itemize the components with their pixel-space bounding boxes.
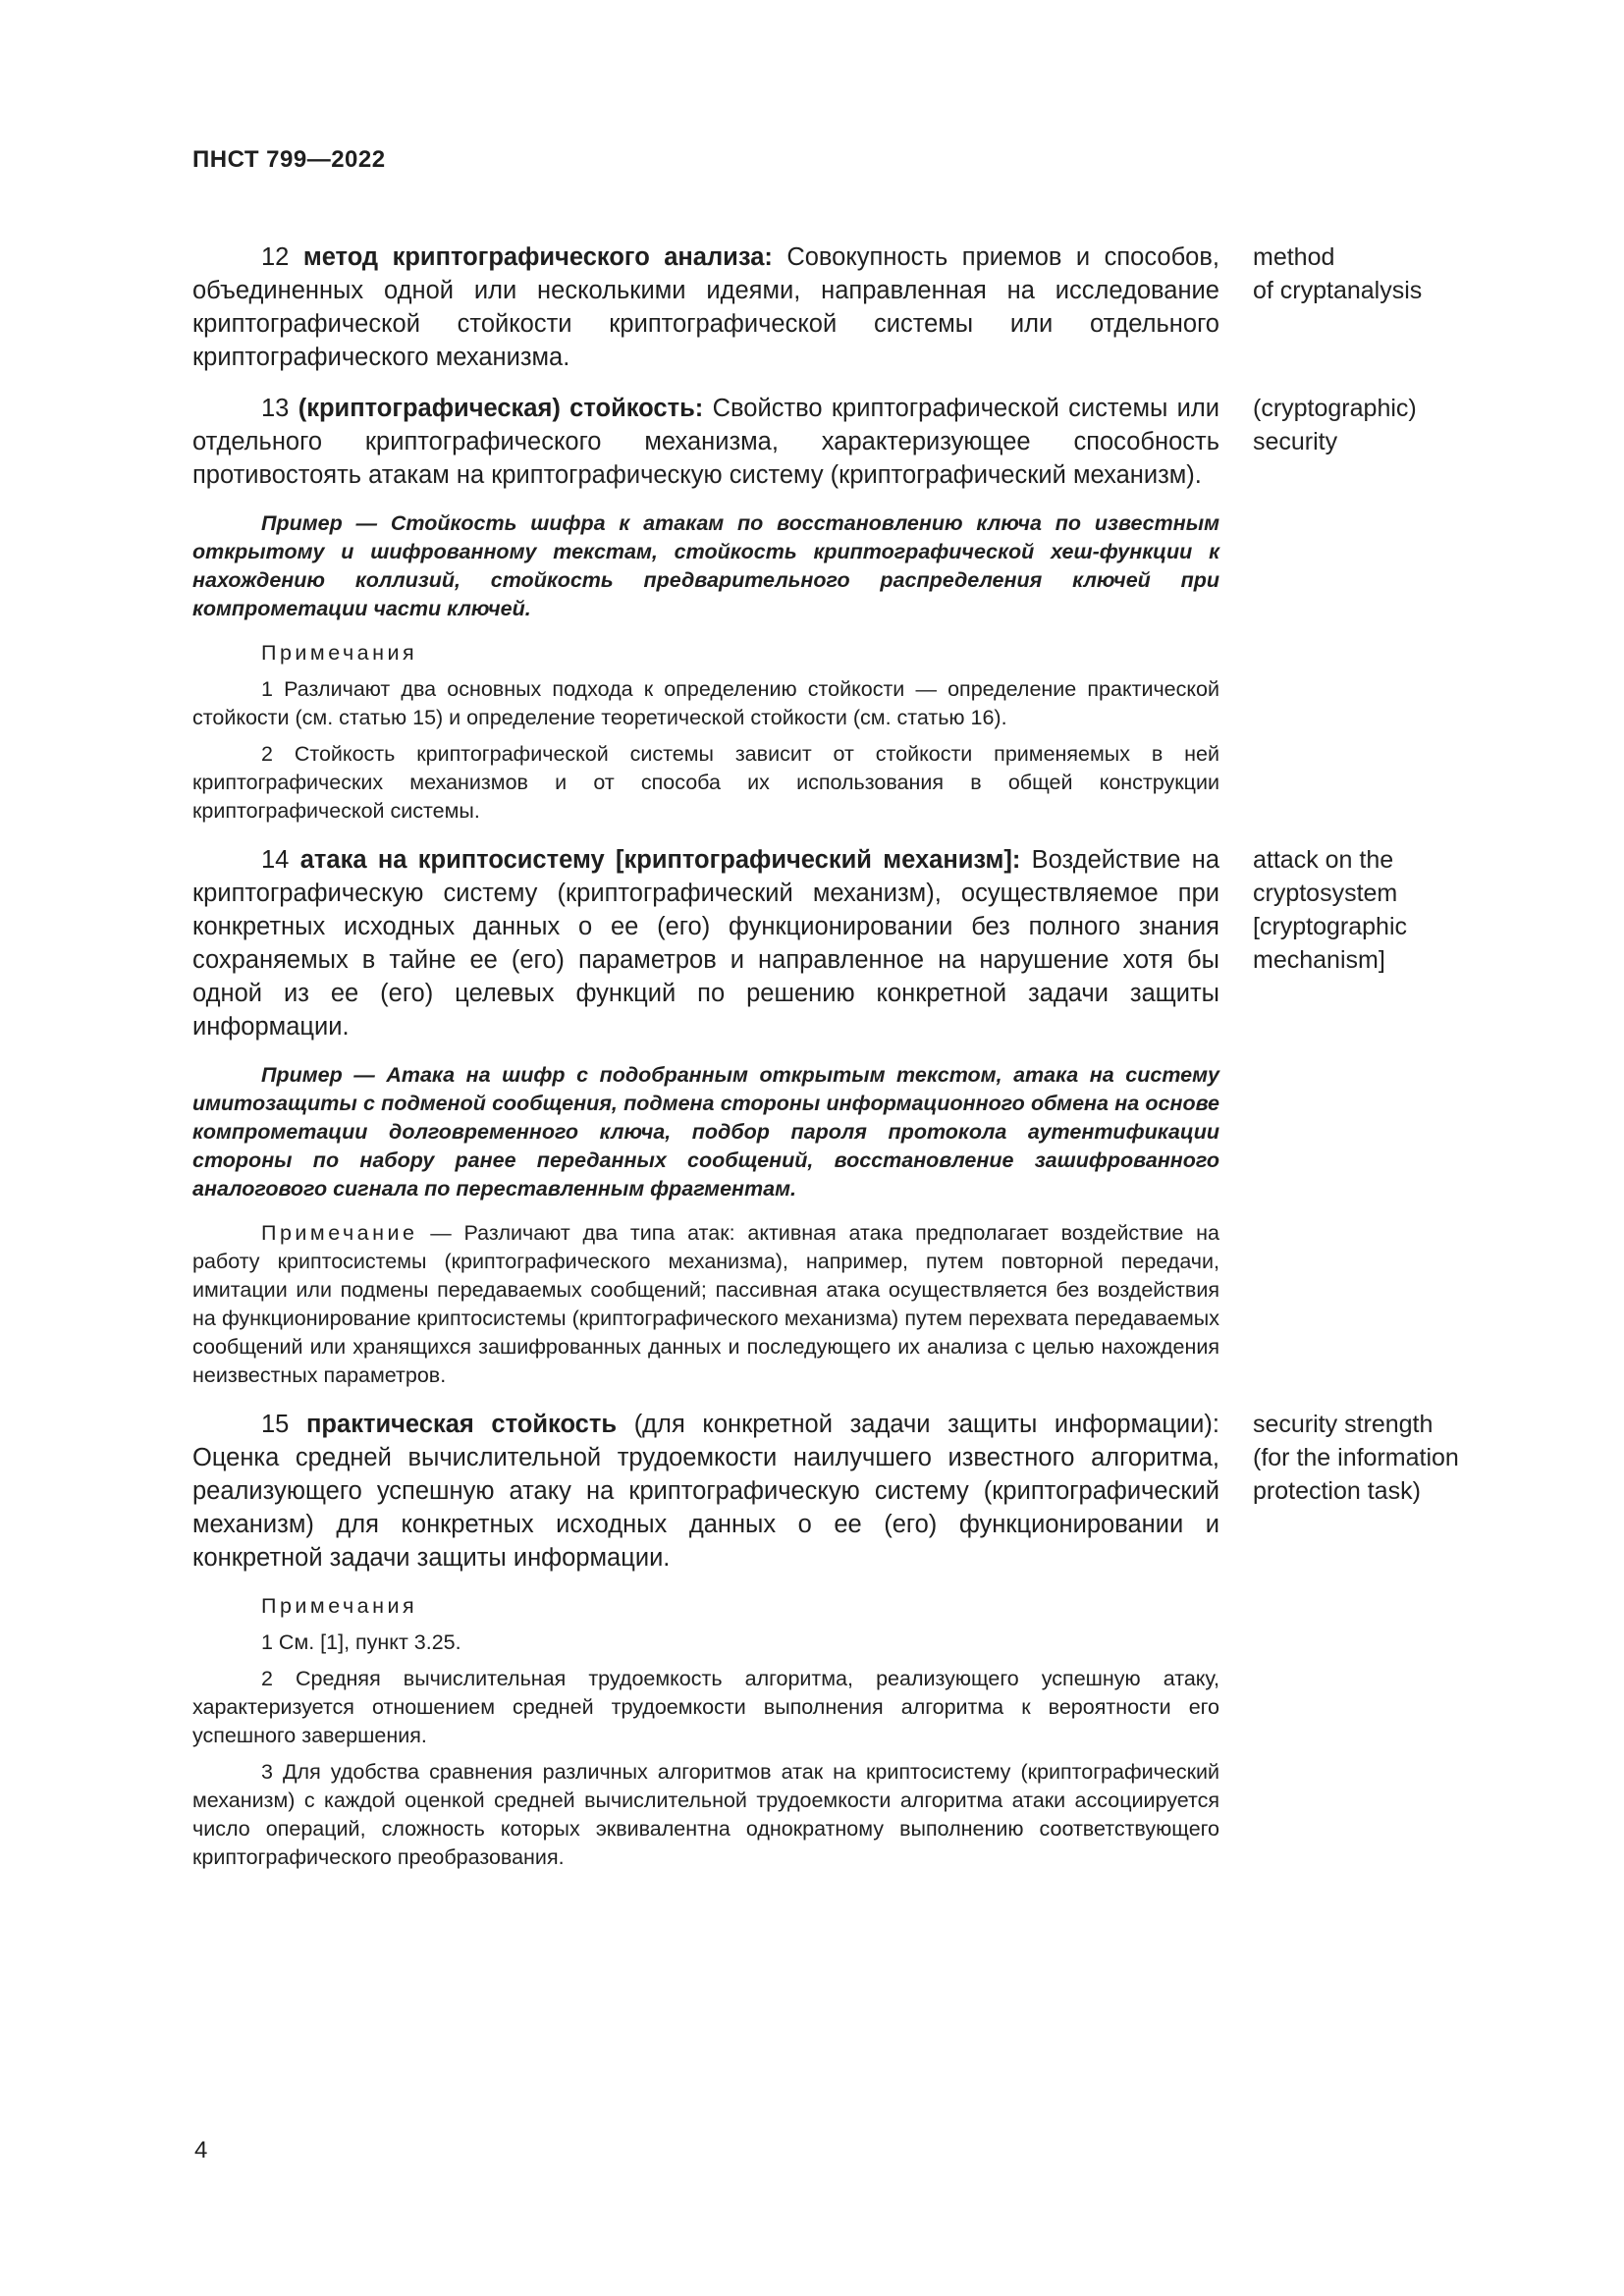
term-name: метод криптографического анализа: (302, 243, 773, 271)
term-number: 12 (261, 243, 290, 271)
term-entry-12 (192, 240, 1498, 392)
term-entry-14 (192, 843, 1498, 1408)
term-name: атака на криптосистему [криптографический механизм]: (299, 846, 1021, 874)
term-definition (192, 392, 1219, 492)
term-definition (192, 240, 1219, 374)
note-label: Примечание (261, 1221, 418, 1245)
term-example: Пример — Стойкость шифра к атакам по восстановлению ключа по известным открытому и шифрованному текстам, стойкость криптографической хеш-функции к нахождению коллизий, стойкость предварительного распределения ключей при компрометации части ключей. (192, 511, 1219, 620)
term-definition-text: Свойство криптографической системы или отдельного криптографического механизма, характеризующее способность противостоять атакам на криптографическую систему (криптографический механизм). (192, 395, 1219, 489)
terms-section (192, 240, 1498, 1880)
term-number: 14 (261, 846, 290, 874)
page-number: 4 (194, 2137, 208, 2163)
term-name: практическая стойкость (306, 1411, 618, 1438)
note-item: 1 Различают два основных подхода к определению стойкости — определение практической стойкости (см. статью 15) и определение теоретической стойкости (см. статью 16). (192, 677, 1219, 729)
note-item: 2 Стойкость криптографической системы зависит от стойкости применяемых в ней криптографических механизмов и от способа их использования в общей конструкции криптографической системы. (192, 742, 1219, 823)
term-qualifier: (для конкретной задачи защиты информации): (633, 1411, 1219, 1438)
term-definition-text: Воздействие на криптографическую систему (криптографический механизм), осуществляемое при конкретных исходных данных о ее (его) функционировании без полного знания сохраняемых в тайне ее (его) параметров и направленное на нарушение хотя бы одной из ее (его) целевых функций по решению конкретной задачи защиты информации. (192, 846, 1219, 1041)
english-equivalent: attack on the cryptosystem [cryptographic mechanism] (1253, 846, 1408, 974)
note-text: — Различают два типа атак: активная атака предполагает воздействие на работу криптосистемы (криптографического механизма), например, путем повторной передачи, имитации или подмены передаваемых сообщений; пассивная атака осуществляется без воздействия на функционирование криптосистемы (криптографического механизма) путем перехвата передаваемых сообщений или хранящихся зашифрованных данных и последующего их анализа с целью нахождения неизвестных параметров. (192, 1221, 1219, 1387)
note-item (192, 1219, 1219, 1390)
term-definition-text: Оценка средней вычислительной трудоемкости наилучшего известного алгоритма, реализующего успешную атаку на криптографическую систему (криптографический механизм) для конкретных исходных данных о ее (его) функционировании и конкретной задачи защиты информации. (192, 1444, 1219, 1572)
english-equivalent: security strength (for the information protection task) (1253, 1411, 1459, 1505)
english-equivalent: (cryptographic) security (1253, 395, 1417, 455)
term-number: 13 (261, 395, 290, 422)
term-definition (192, 1408, 1219, 1575)
note-item: 1 См. [1], пункт 3.25. (261, 1630, 461, 1654)
term-definition (192, 843, 1219, 1043)
notes-heading: Примечания (261, 641, 418, 665)
english-equivalent: method of cryptanalysis (1253, 243, 1423, 304)
note-item: 3 Для удобства сравнения различных алгоритмов атак на криптосистему (криптографический механизм) с каждой оценкой средней вычислительной трудоемкости алгоритма атаки ассоциируется число операций, сложность которых эквивалентна однократному выполнению соответствующего криптографического преобразования. (192, 1760, 1219, 1869)
term-example: Пример — Атака на шифр с подобранным открытым текстом, атака на систему имитозащиты с подменой сообщения, подмена стороны информационного обмена на основе компрометации долговременного ключа, подбор пароля протокола аутентификации стороны по набору ранее переданных сообщений, восстановление зашифрованного аналогового сигнала по переставленным фрагментам. (192, 1063, 1219, 1201)
term-entry-13 (192, 392, 1498, 843)
term-definition-text: Совокупность приемов и способов, объединенных одной или несколькими идеями, направленная на исследование криптографической стойкости криптографической системы или отдельного криптографического механизма. (192, 243, 1219, 371)
term-name: (криптографическая) стойкость: (298, 395, 704, 422)
term-number: 15 (261, 1411, 290, 1438)
term-entry-15 (192, 1408, 1498, 1880)
notes-heading: Примечания (261, 1594, 418, 1618)
document-designation: ПНСТ 799—2022 (192, 146, 386, 173)
note-item: 2 Средняя вычислительная трудоемкость алгоритма, реализующего успешную атаку, характеризуется отношением средней трудоемкости выполнения алгоритма к вероятности его успешного завершения. (192, 1667, 1219, 1747)
